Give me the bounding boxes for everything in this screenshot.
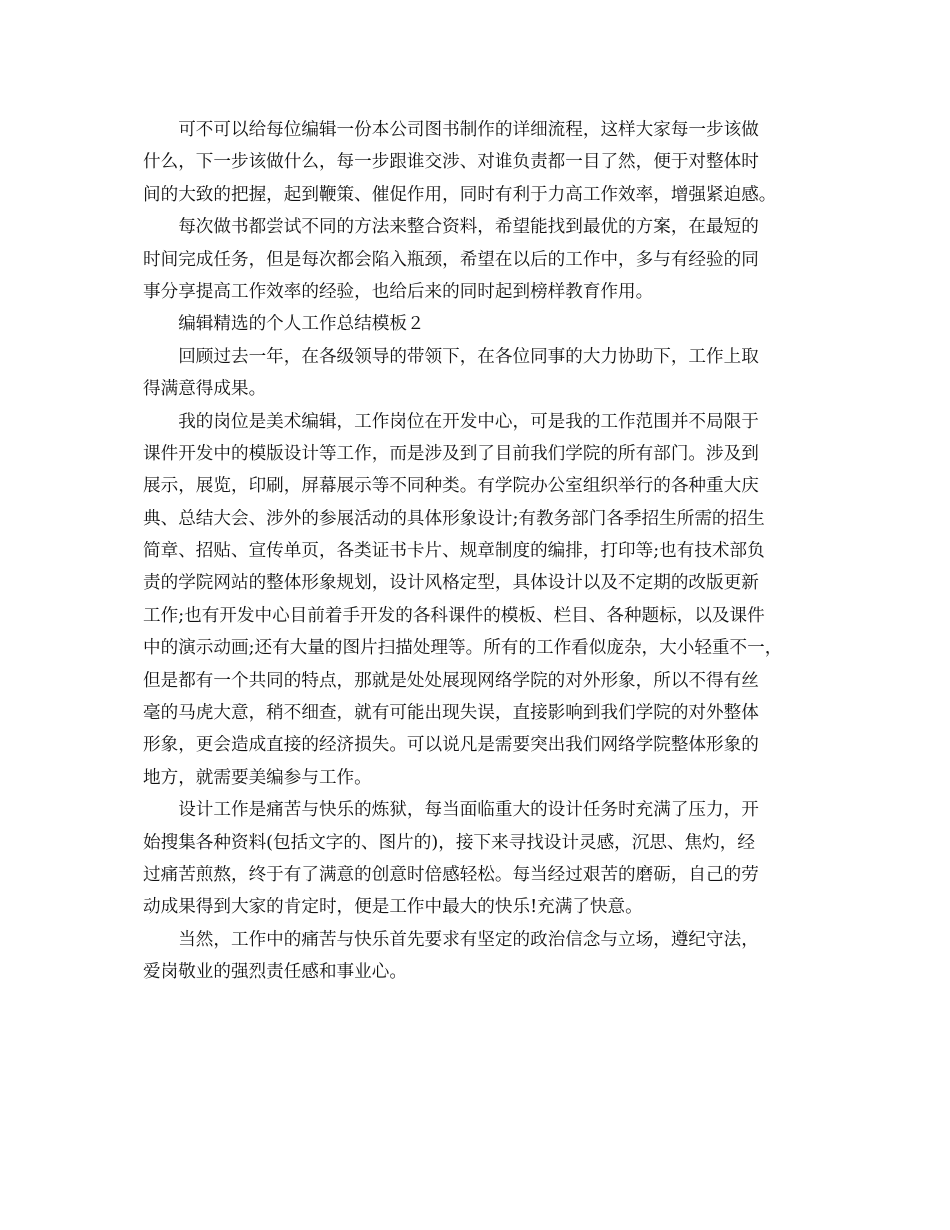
text-line: 当然，工作中的痛苦与快乐首先要求有坚定的政治信念与立场，遵纪守法，: [143, 929, 759, 950]
text-line: 什么，下一步该做什么，每一步跟谁交涉、对谁负责都一目了然，便于对整体时: [143, 152, 759, 173]
text-line: 动成果得到大家的肯定时，便是工作中最大的快乐!充满了快意。: [143, 897, 643, 918]
text-line: 责的学院网站的整体形象规划，设计风格定型，具体设计以及不定期的改版更新: [143, 573, 759, 594]
section-heading: 编辑精选的个人工作总结模板２: [143, 314, 425, 335]
text-line: 工作;也有开发中心目前着手开发的各科课件的模板、栏目、各种题标，以及课件: [143, 605, 765, 626]
text-line: 我的岗位是美术编辑，工作岗位在开发中心，可是我的工作范围并不局限于: [143, 411, 759, 432]
text-line: 设计工作是痛苦与快乐的炼狱，每当面临重大的设计任务时充满了压力，开: [143, 800, 759, 821]
text-line: 时间完成任务，但是每次都会陷入瓶颈，希望在以后的工作中，多与有经验的同: [143, 249, 759, 270]
text-line: 毫的马虎大意，稍不细查，就有可能出现失误，直接影响到我们学院的对外整体: [143, 703, 759, 724]
text-line: 可不可以给每位编辑一份本公司图书制作的详细流程，这样大家每一步该做: [143, 120, 759, 140]
text-line: 形象，更会造成直接的经济损失。可以说凡是需要突出我们网络学院整体形象的: [143, 735, 759, 756]
text-line: 间的大致的把握，起到鞭策、催促作用，同时有利于力高工作效率，增强紧迫感。: [143, 184, 777, 205]
text-line: 回顾过去一年，在各级领导的带领下，在各位同事的大力协助下，工作上取: [143, 346, 759, 367]
text-line: 事分享提高工作效率的经验，也给后来的同时起到榜样教育作用。: [143, 281, 654, 302]
text-line: 但是都有一个共同的特点，那就是处处展现网络学院的对外形象，所以不得有丝: [143, 670, 759, 691]
text-line: 典、总结大会、涉外的参展活动的具体形象设计;有教务部门各季招生所需的招生: [143, 508, 765, 529]
text-line: 课件开发中的模版设计等工作，而是涉及到了目前我们学院的所有部门。涉及到: [143, 443, 759, 464]
text-line: 中的演示动画;还有大量的图片扫描处理等。所有的工作看似庞杂，大小轻重不一，: [143, 638, 783, 659]
text-line: 简章、招贴、宣传单页，各类证书卡片、规章制度的编排，打印等;也有技术部负: [143, 541, 765, 562]
text-line: 得满意得成果。: [143, 379, 267, 400]
document-body: [143, 114, 815, 989]
text-line: 展示，展览，印刷，屏幕展示等不同种类。有学院办公室组织举行的各种重大庆: [143, 476, 759, 497]
text-line: 地方，就需要美编参与工作。: [143, 767, 372, 788]
text-line: 过痛苦煎熬，终于有了满意的创意时倍感轻松。每当经过艰苦的磨砺，自己的劳: [143, 864, 759, 885]
text-line: 始搜集各种资料(包括文字的、图片的)，接下来寻找设计灵感，沉思、焦灼，经: [143, 832, 755, 853]
text-line: 每次做书都尝试不同的方法来整合资料，希望能找到最优的方案，在最短的: [143, 217, 759, 238]
text-line: 爱岗敬业的强烈责任感和事业心。: [143, 962, 407, 983]
